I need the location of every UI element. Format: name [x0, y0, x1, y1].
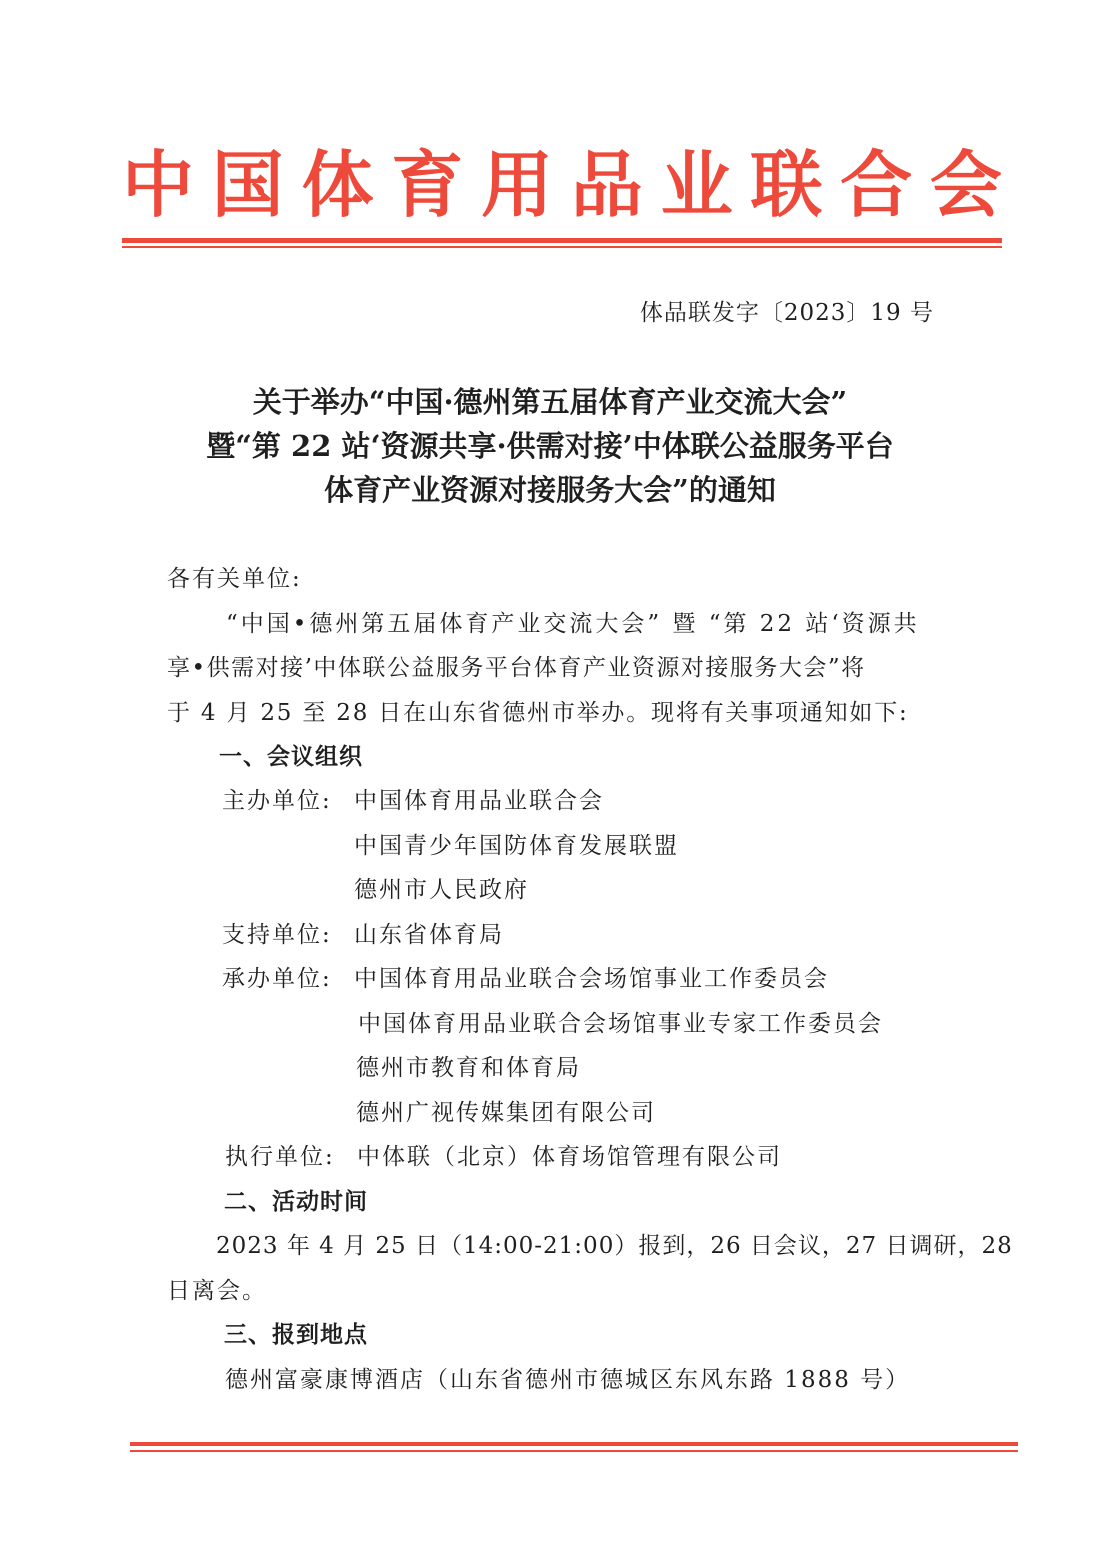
intro-line-3: 于 4 月 25 至 28 日在山东省德州市举办。现将有关事项通知如下: — [167, 700, 909, 726]
masthead-divider-thin — [122, 246, 1002, 248]
masthead-char: 会 — [929, 143, 1002, 227]
organizer-item: 中国体育用品业联合会场馆事业专家工作委员会 — [358, 1011, 883, 1037]
time-line-1: 2023 年 4 月 25 日（14:00-21:00）报到，26 日会议，27 日调研，28 — [216, 1233, 1013, 1259]
section-heading-location: 三、报到地点 — [224, 1322, 368, 1348]
salutation: 各有关单位: — [167, 566, 302, 592]
executor-item: 中体联（北京）体育场馆管理有限公司 — [357, 1144, 782, 1170]
section-heading-organization: 一、会议组织 — [219, 744, 363, 770]
masthead-char: 用 — [481, 143, 554, 227]
intro-line-2: 享•供需对接’中体联公益服务平台体育产业资源对接服务大会”将 — [167, 655, 866, 681]
host-label: 主办单位: — [222, 788, 332, 814]
masthead-char: 品 — [570, 143, 643, 227]
host-item: 中国青少年国防体育发展联盟 — [354, 833, 679, 859]
host-item: 德州市人民政府 — [354, 877, 529, 903]
organizer-item: 中国体育用品业联合会场馆事业工作委员会 — [354, 966, 829, 992]
footer-divider-thin — [130, 1450, 1018, 1452]
intro-line-1: “中国•德州第五届体育产业交流大会” 暨 “第 22 站‘资源共 — [226, 611, 920, 637]
host-item: 中国体育用品业联合会 — [354, 788, 604, 814]
title-line-3: 体育产业资源对接服务大会”的通知 — [324, 473, 776, 507]
time-line-2: 日离会。 — [167, 1278, 267, 1304]
document-number: 体品联发字〔2023〕19 号 — [639, 300, 934, 326]
organizer-item: 德州市教育和体育局 — [356, 1055, 581, 1081]
footer-divider-thick — [130, 1442, 1018, 1446]
masthead-char: 联 — [750, 143, 823, 227]
section-heading-time: 二、活动时间 — [224, 1189, 368, 1215]
title-line-1: 关于举办“中国·德州第五届体育产业交流大会” — [252, 385, 848, 419]
organizer-label: 承办单位: — [222, 966, 332, 992]
masthead-char: 合 — [840, 143, 913, 227]
masthead-char: 育 — [391, 143, 464, 227]
title-line-2: 暨“第 22 站‘资源共享·供需对接’中体联公益服务平台 — [206, 429, 894, 463]
masthead-char: 中 — [122, 143, 195, 227]
masthead-title — [122, 140, 1002, 230]
masthead-char: 体 — [301, 143, 374, 227]
masthead-char: 国 — [211, 143, 284, 227]
masthead-divider-thick — [122, 238, 1002, 243]
executor-label: 执行单位: — [225, 1144, 335, 1170]
location-line: 德州富豪康博酒店（山东省德州市德城区东风东路 1888 号） — [225, 1367, 911, 1393]
support-item: 山东省体育局 — [354, 922, 504, 948]
support-label: 支持单位: — [222, 922, 332, 948]
masthead-char: 业 — [660, 143, 733, 227]
organizer-item: 德州广视传媒集团有限公司 — [356, 1100, 656, 1126]
